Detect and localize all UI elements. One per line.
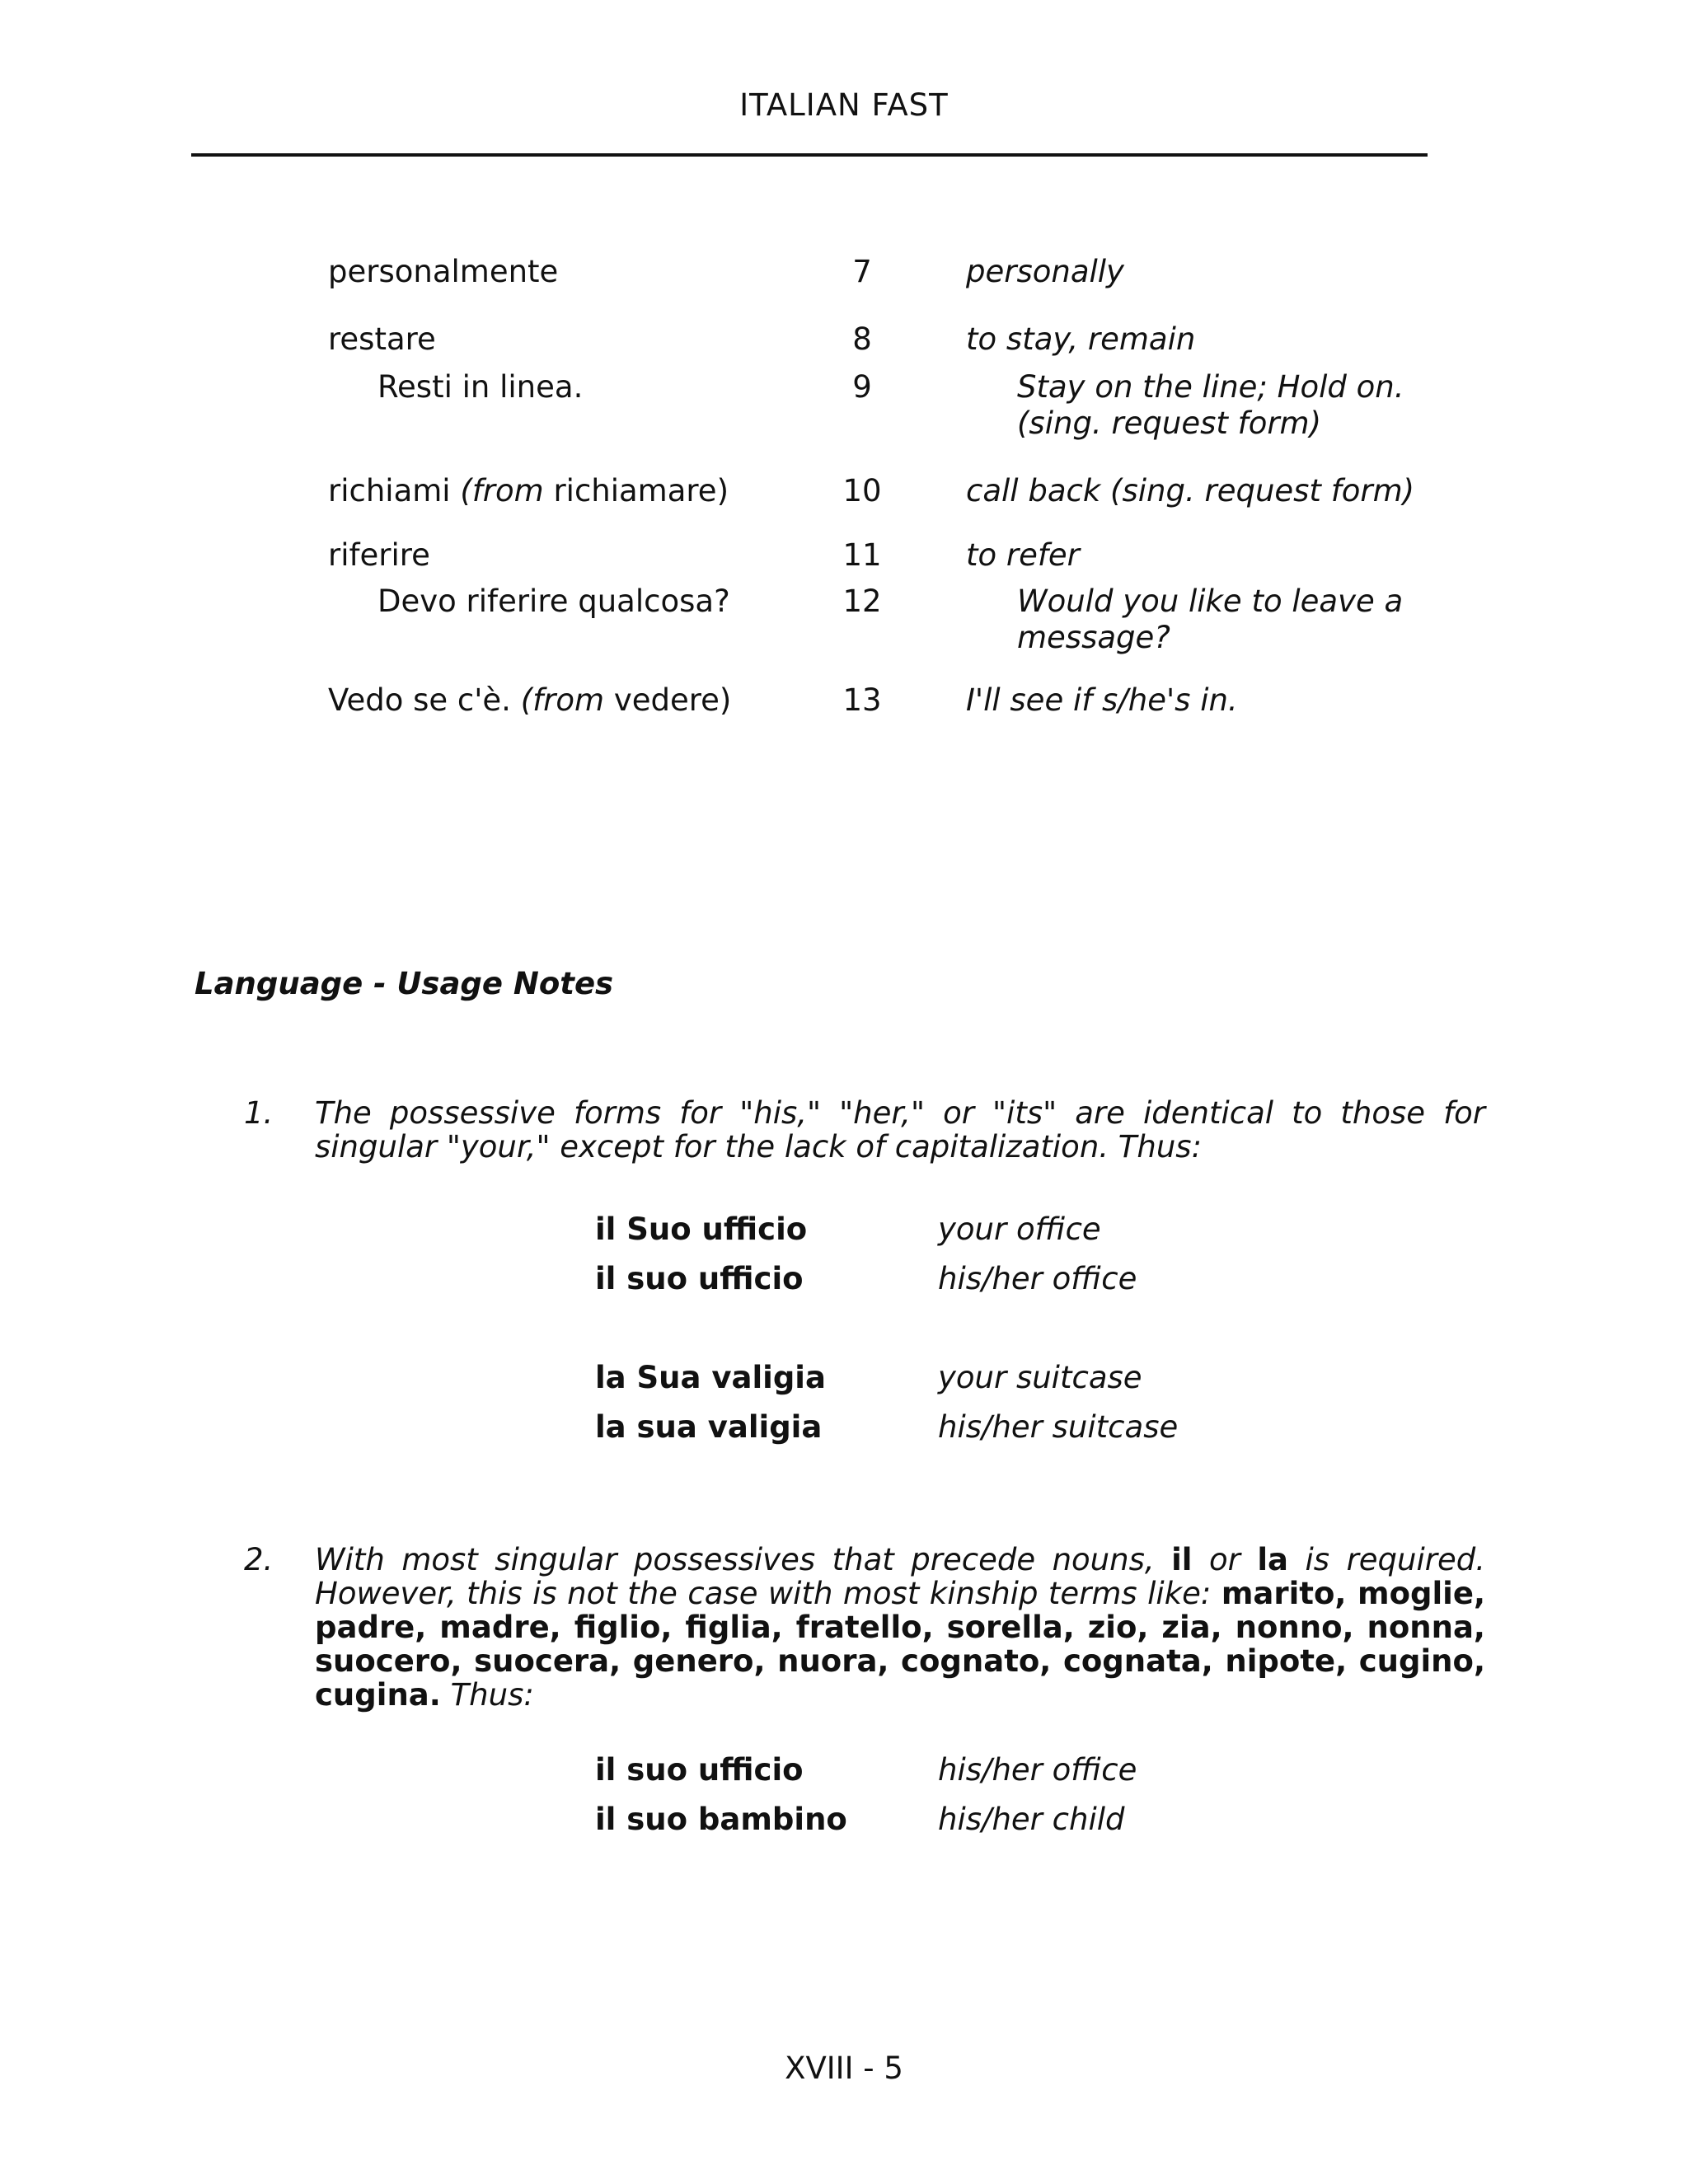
italian-term: riferire [328,537,430,573]
line-number: 9 [852,369,872,405]
term-word: richiami [328,473,461,509]
italian-phrase: Resti in linea. [377,369,584,405]
section-heading: Language - Usage Notes [195,966,614,1001]
note-number: 2. [244,1542,274,1577]
note-text-part: is required. However, this is not the case with most kinship terms like: [315,1542,1485,1611]
note-text [315,1543,1485,1712]
english-translation: I'll see if s/he's in. [966,682,1238,718]
italian-term [328,473,729,509]
article-il: il [1171,1542,1193,1577]
line-number: 13 [842,682,882,718]
italian-example: la Sua valigia [595,1360,826,1395]
line-number: 12 [842,583,882,619]
english-example: his/her suitcase [938,1409,1179,1445]
line-number: 10 [842,473,882,509]
term-source-note: (from [520,682,605,718]
english-example: your office [938,1212,1101,1247]
english-translation: to refer [966,537,1080,573]
translation-line: (sing. request form) [1017,405,1322,441]
translation-line: message? [1017,620,1170,655]
translation-line: Would you like to leave a [1017,583,1404,619]
note-text-part: With most singular possessives that precede nouns, [315,1542,1172,1577]
italian-example: la sua valigia [595,1409,823,1445]
english-translation: personally [966,254,1124,289]
term-word: Vedo se c'è. [328,682,521,718]
line-number: 11 [842,537,882,573]
english-example: his/her office [938,1752,1137,1788]
translation-line: Stay on the line; Hold on. [1017,369,1404,405]
term-source-verb: richiamare) [543,473,729,509]
article-la: la [1257,1542,1289,1577]
english-example: your suitcase [938,1360,1142,1395]
english-translation: call back (sing. request form) [966,473,1415,509]
term-source-verb: vedere) [604,682,732,718]
italian-example: il suo ufficio [595,1752,804,1788]
vocabulary-list [0,0,1688,742]
term-source-note: (from [460,473,544,509]
note-text-part: Thus: [440,1677,534,1713]
english-translation [1017,583,1479,656]
italian-term: restare [328,321,436,357]
english-example: his/her child [938,1802,1125,1837]
line-number: 7 [852,254,872,289]
italian-term: personalmente [328,254,559,289]
kinship-terms: marito, moglie, padre, madre, figlio, figlia, fratello, sorella, zio, zia, nonno, nonna, suocero, suocera, genero, nuora, cognato, cognata, nipote, cugino, cugina. [315,1576,1486,1713]
note-text-part: or [1192,1542,1258,1577]
english-translation [1017,369,1479,442]
page-number: XVIII - 5 [785,2050,903,2086]
vocab-row [0,583,1688,666]
italian-phrase: Devo riferire qualcosa? [377,583,730,619]
italian-example: il Suo ufficio [595,1212,808,1247]
italian-example: il suo ufficio [595,1261,804,1296]
italian-term [328,682,731,719]
note-number: 1. [244,1095,274,1131]
page-header-title: ITALIAN FAST [739,87,949,123]
vocab-row [0,369,1688,452]
line-number: 8 [852,321,872,357]
note-text: The possessive forms for "his," "her," or "its" are identical to those for singular "your," except for the lack of capitalization. Thus: [315,1095,1485,1165]
english-example: his/her office [938,1261,1137,1296]
italian-example: il suo bambino [595,1802,847,1837]
english-translation: to stay, remain [966,321,1196,357]
vocab-row [0,682,1688,765]
